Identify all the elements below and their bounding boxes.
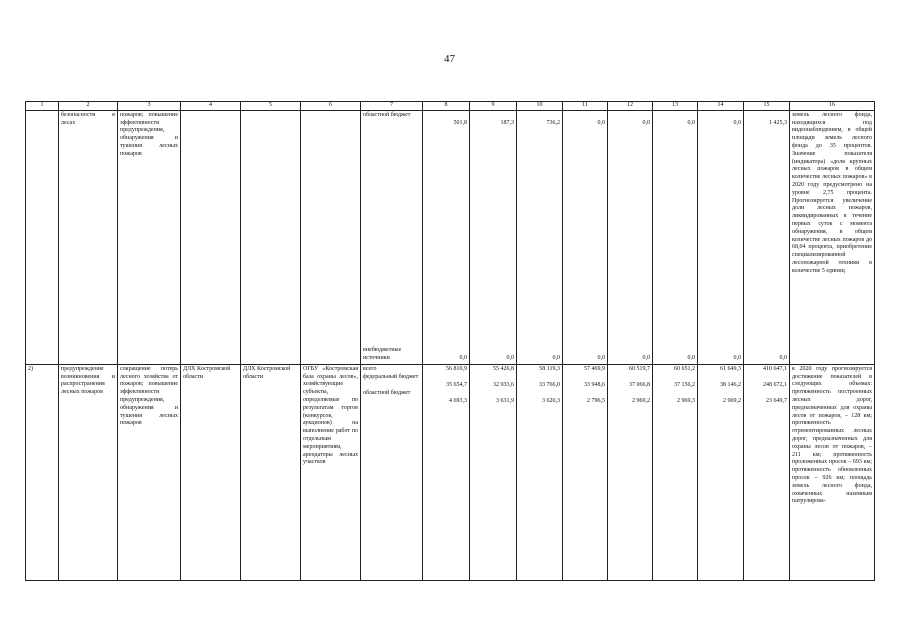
- value-total: 60 651,2: [674, 365, 695, 372]
- header-cell: 15: [744, 102, 790, 111]
- value-extrabudgetary: 0,0: [459, 355, 467, 361]
- participants: [301, 110, 361, 364]
- header-cell: 4: [181, 102, 241, 111]
- value-cell-total: [744, 364, 790, 580]
- value-regional: 4 693,3: [449, 397, 467, 404]
- value-total: 56 810,9: [446, 365, 467, 372]
- value-cell: [608, 364, 653, 580]
- responsible-executor: ДЛХ Костромской области: [181, 364, 241, 580]
- page-number: 47: [444, 53, 455, 65]
- value-regional: 0,0: [597, 119, 605, 126]
- row-number: [26, 110, 59, 364]
- header-cell: 14: [698, 102, 744, 111]
- value-extrabudgetary: 0,0: [642, 355, 650, 361]
- value-regional: 0,0: [642, 119, 650, 126]
- funding-source-extrabudgetary: внебюджетные источники: [363, 347, 402, 361]
- funding-source-total: всего: [363, 365, 377, 372]
- value-cell: [470, 110, 517, 364]
- header-cell: 6: [301, 102, 361, 111]
- value-cell-total: [744, 110, 790, 364]
- value-extrabudgetary: 0,0: [733, 355, 741, 361]
- value-regional: 2 796,5: [587, 397, 605, 404]
- value-regional: 2 969,3: [677, 397, 695, 404]
- value-cell: [517, 110, 563, 364]
- value-regional: 0,0: [733, 119, 741, 126]
- funding-source-cell: [361, 364, 423, 580]
- value-regional: 187,3: [500, 119, 514, 126]
- value-federal: 37 156,2: [674, 381, 695, 388]
- value-federal: 38 146,2: [720, 381, 741, 388]
- value-cell: [563, 110, 608, 364]
- value-cell: [470, 364, 517, 580]
- value-total: 60 519,7: [629, 365, 650, 372]
- value-regional: 2 969,2: [723, 397, 741, 404]
- responsible-executor: [181, 110, 241, 364]
- expected-results: к 2020 году прогнозируется достижение показателей в следующих объемах: протяженность построенных лесных дорог, предназначенных для охраны лесов от пожаров, – 128 км; протяженность отремонтированных лесных дорог, предназначенных для охраны лесов от пожаров, – 211 км; протяженность проложенных просек – 693 км; протяженность обновленных просек – 926 км; площадь земель лесного фонда, охваченных наземным патрулирова-: [790, 364, 875, 580]
- value-regional: 23 649,7: [766, 397, 787, 404]
- value-regional: 0,0: [687, 119, 695, 126]
- header-cell: 7: [361, 102, 423, 111]
- funding-source-regional: областной бюджет: [363, 389, 411, 396]
- value-cell: [608, 110, 653, 364]
- value-extrabudgetary: 0,0: [552, 355, 560, 361]
- funding-source-federal: федеральный бюджет: [363, 373, 419, 380]
- value-regional: 3 620,3: [542, 397, 560, 404]
- value-federal: 33 766,0: [539, 381, 560, 388]
- value-regional: 736,2: [546, 119, 560, 126]
- expected-results: земель лесного фонда, находящихся под видеонаблюдением, в общей площади земель лесного фонда до 35 процентов. Значение показателя (индикатора) «доля крупных лесных пожаров в общем количестве лесных пожаров» в 2020 году предусмотрено на уровне 2,75 процента. Прогнозируется увеличение доли лесных пожаров, ликвидированных в течение первых суток с момента обнаружения, в общем количестве лесных пожаров до 68,04 процента, приобретение специализированной лесопожарной техники в количестве 5 единиц: [790, 110, 875, 364]
- value-cell: [517, 364, 563, 580]
- measure-name: предупреждение возникновения и распространения лесных пожаров: [59, 364, 118, 580]
- co-executor: ДЛХ Костромской области: [241, 364, 301, 580]
- table-row: [26, 364, 875, 580]
- participants: ОГБУ «Костромская база охраны лесов», хозяйствующие субъекты, определяемые по результатам торгов (конкурсов, аукционов) на выполнение работ по отдельным мероприятиям, арендаторы лесных участков: [301, 364, 361, 580]
- value-extrabudgetary: 0,0: [597, 355, 605, 361]
- value-extrabudgetary: 0,0: [506, 355, 514, 361]
- value-total: 61 649,3: [720, 365, 741, 372]
- value-total: 58 119,3: [539, 365, 560, 372]
- header-row: [26, 102, 875, 111]
- header-cell: 8: [423, 102, 470, 111]
- header-cell: 12: [608, 102, 653, 111]
- co-executor: [241, 110, 301, 364]
- value-cell: [423, 364, 470, 580]
- header-cell: 10: [517, 102, 563, 111]
- header-cell: 3: [118, 102, 181, 111]
- funding-source-cell: [361, 110, 423, 364]
- value-cell: [698, 110, 744, 364]
- value-cell: [698, 364, 744, 580]
- header-cell: 16: [790, 102, 875, 111]
- value-cell: [653, 110, 698, 364]
- value-regional: 3 631,9: [496, 397, 514, 404]
- value-cell: [563, 364, 608, 580]
- measure-purpose: сокращение потерь лесного хозяйства от пожаров; повышение эффективности предупреждения, обнаружения и тушения лесных пожаров: [118, 364, 181, 580]
- value-extrabudgetary: 0,0: [779, 355, 787, 361]
- value-federal: 248 672,1: [763, 381, 787, 388]
- value-cell: [653, 364, 698, 580]
- value-federal: 32 933,6: [493, 381, 514, 388]
- header-cell: 13: [653, 102, 698, 111]
- header-cell: 5: [241, 102, 301, 111]
- program-table: [25, 101, 875, 581]
- value-extrabudgetary: 0,0: [687, 355, 695, 361]
- value-total: 57 469,9: [584, 365, 605, 372]
- funding-source-regional: областной бюджет: [363, 111, 411, 118]
- header-cell: 1: [26, 102, 59, 111]
- value-federal: 35 654,7: [446, 381, 467, 388]
- row-number: 2): [26, 364, 59, 580]
- measure-purpose: пожаров; повышение эффективности предупреждения, обнаружения и тушения лесных пожаров: [118, 110, 181, 364]
- value-regional: 501,8: [453, 119, 467, 126]
- header-cell: 9: [470, 102, 517, 111]
- value-regional: 2 969,2: [632, 397, 650, 404]
- header-cell: 11: [563, 102, 608, 111]
- header-cell: 2: [59, 102, 118, 111]
- value-total: 55 426,8: [493, 365, 514, 372]
- value-regional: 1 425,3: [769, 119, 787, 126]
- measure-name: безопасности в лесах: [59, 110, 118, 364]
- value-federal: 33 948,6: [584, 381, 605, 388]
- value-cell: [423, 110, 470, 364]
- value-federal: 37 066,8: [629, 381, 650, 388]
- value-total: 410 647,1: [763, 365, 787, 372]
- table-row: [26, 110, 875, 364]
